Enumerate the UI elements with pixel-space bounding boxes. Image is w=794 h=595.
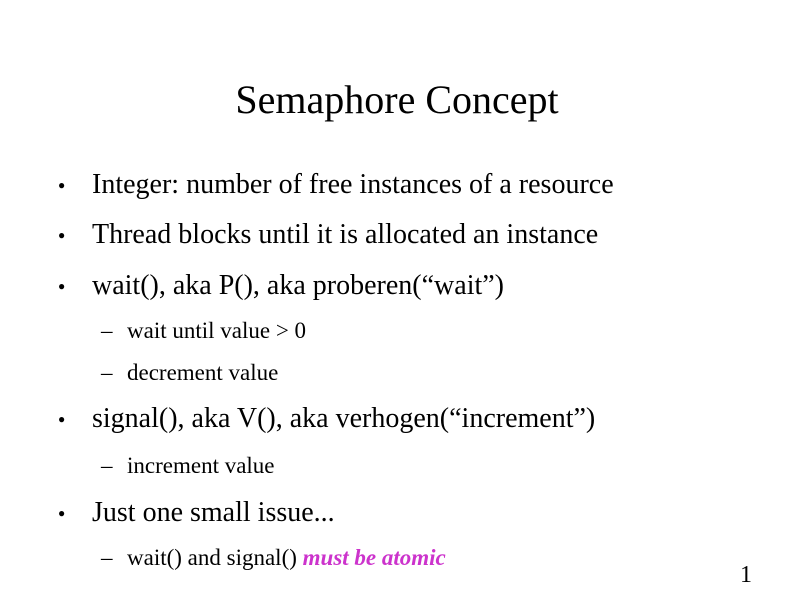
bullet-dot-icon: ● [58, 279, 66, 293]
bullet-text: Just one small issue... [92, 497, 335, 528]
bullet-dot-icon: ● [58, 178, 66, 192]
sub-bullet-text: increment value [127, 453, 275, 478]
page-number: 1 [740, 562, 752, 588]
dash-icon: – [101, 545, 113, 570]
dash-icon: – [101, 318, 113, 343]
bullet-item [58, 402, 595, 436]
sub-bullet-item [101, 451, 275, 481]
bullet-text: Thread blocks until it is allocated an instance [92, 219, 599, 250]
bullet-item [58, 269, 504, 303]
sub-bullet-item [101, 543, 446, 573]
bullet-dot-icon: ● [58, 228, 66, 242]
bullet-dot-icon: ● [58, 412, 66, 426]
bullet-item [58, 218, 598, 252]
dash-icon: – [101, 453, 113, 478]
sub-bullet-text-prefix: wait() and signal() [127, 545, 297, 570]
sub-bullet-text: wait until value > 0 [127, 318, 307, 343]
bullet-dot-icon: ● [58, 506, 66, 520]
bullet-text: wait(), aka P(), aka proberen(“wait”) [92, 270, 505, 301]
bullet-text: Integer: number of free instances of a resource [92, 169, 614, 200]
bullet-text: signal(), aka V(), aka verhogen(“increment”) [92, 403, 596, 434]
sub-bullet-text [127, 543, 446, 573]
sub-bullet-item [101, 316, 306, 346]
dash-icon: – [101, 360, 113, 385]
bullet-item [58, 496, 335, 530]
sub-bullet-text: decrement value [127, 360, 279, 385]
bullet-item [58, 168, 614, 202]
slide-title: Semaphore Concept [235, 77, 559, 122]
emphasis-text: must be atomic [302, 545, 446, 570]
sub-bullet-item [101, 358, 278, 388]
